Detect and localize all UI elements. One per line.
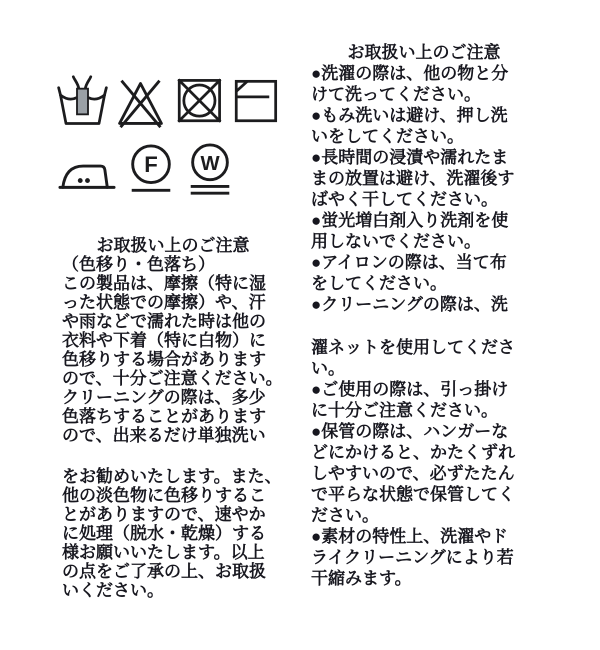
text-line: どにかけると、かたくずれ xyxy=(311,443,515,462)
text-line: とがありますので、速やか xyxy=(62,505,266,524)
flat-dry-in-shade-icon xyxy=(228,72,283,131)
text-line: 濯ネットを使用してくださ xyxy=(311,338,515,357)
right-instructions-heading: お取扱い上のご注意 xyxy=(347,43,501,62)
wet-clean-w-circle-icon xyxy=(183,140,237,202)
left-instructions-block-1 xyxy=(62,255,284,445)
text-line: ●クリーニングの際は、洗 xyxy=(311,295,508,314)
dry-clean-f-circle-icon xyxy=(124,140,178,202)
do-not-tumble-dry-icon xyxy=(171,72,226,131)
do-not-bleach-icon xyxy=(112,72,169,133)
text-line: 他の淡色物に色移りするこ xyxy=(62,486,266,505)
care-symbol-row-2 xyxy=(55,140,237,202)
text-line: や雨などで濡れた時は他の xyxy=(62,312,266,331)
text-line: で平らな状態で保管してく xyxy=(311,485,515,504)
text-line: 色移りする場合があります xyxy=(62,350,266,369)
text-line: クリーニングの際は、多少 xyxy=(62,388,266,407)
text-line: ださい。 xyxy=(311,506,379,525)
text-line: ●アイロンの際は、当て布 xyxy=(311,253,507,272)
wet-clean-letter: W xyxy=(200,153,220,176)
text-line: の点をご了承の上、お取扱 xyxy=(62,562,266,581)
text-line: に十分ご注意ください。 xyxy=(311,401,498,420)
text-line: ●長時間の浸漬や濡れたま xyxy=(311,148,509,167)
text-line: 干縮みます。 xyxy=(311,569,412,588)
right-instructions-block-2 xyxy=(311,337,537,589)
left-instructions-block-2 xyxy=(62,467,284,600)
text-line: ●素材の特性上、洗濯やド xyxy=(311,527,508,546)
text-line: ●蛍光増白剤入り洗剤を使 xyxy=(311,211,509,230)
text-line: に処理（脱水・乾燥）する xyxy=(62,524,266,543)
text-line: ●もみ洗いは避け、押し洗 xyxy=(311,106,508,125)
text-line: まの放置は避け、洗濯後す xyxy=(311,169,515,188)
hand-wash-icon xyxy=(55,72,110,131)
left-instructions-column xyxy=(62,236,284,600)
text-line: しやすいので、必ずたたん xyxy=(311,464,515,483)
text-line: 衣料や下着（特に白物）に xyxy=(62,331,266,350)
text-line: ので、十分ご注意ください。 xyxy=(62,369,283,388)
text-line: った状態での摩擦）や、汗 xyxy=(62,293,266,312)
text-line: けて洗ってください。 xyxy=(311,85,481,104)
iron-two-dots-icon xyxy=(55,140,119,198)
text-line: （色移り・色落ち） xyxy=(62,255,215,274)
text-line: 用しないでください。 xyxy=(311,232,481,251)
right-instructions-block-1 xyxy=(311,63,537,315)
text-line: ばやく干してください。 xyxy=(311,190,498,209)
text-line: 色落ちすることがあります xyxy=(62,407,266,426)
text-line: ので、出来るだけ単独洗い xyxy=(62,426,266,445)
text-line: をお勧めいたします。また、 xyxy=(62,467,282,486)
text-line: この製品は、摩擦（特に湿 xyxy=(62,274,266,293)
text-line: 様お願いいたします。以上 xyxy=(62,543,265,562)
text-line: ●洗濯の際は、他の物と分 xyxy=(311,64,509,83)
dry-clean-letter: F xyxy=(144,151,158,177)
care-symbol-row-1 xyxy=(55,72,283,133)
text-line: をしてください。 xyxy=(311,274,447,293)
right-instructions-column xyxy=(311,42,537,589)
text-line: ●保管の際は、ハンガーな xyxy=(311,422,509,441)
text-line: ライクリーニングにより若 xyxy=(311,548,514,567)
text-line: いをしてください。 xyxy=(311,127,464,146)
left-instructions-heading: お取扱い上のご注意 xyxy=(96,236,250,255)
text-line: い。 xyxy=(311,359,345,378)
text-line: いください。 xyxy=(62,581,164,600)
text-line: ●ご使用の際は、引っ掛け xyxy=(311,380,509,399)
